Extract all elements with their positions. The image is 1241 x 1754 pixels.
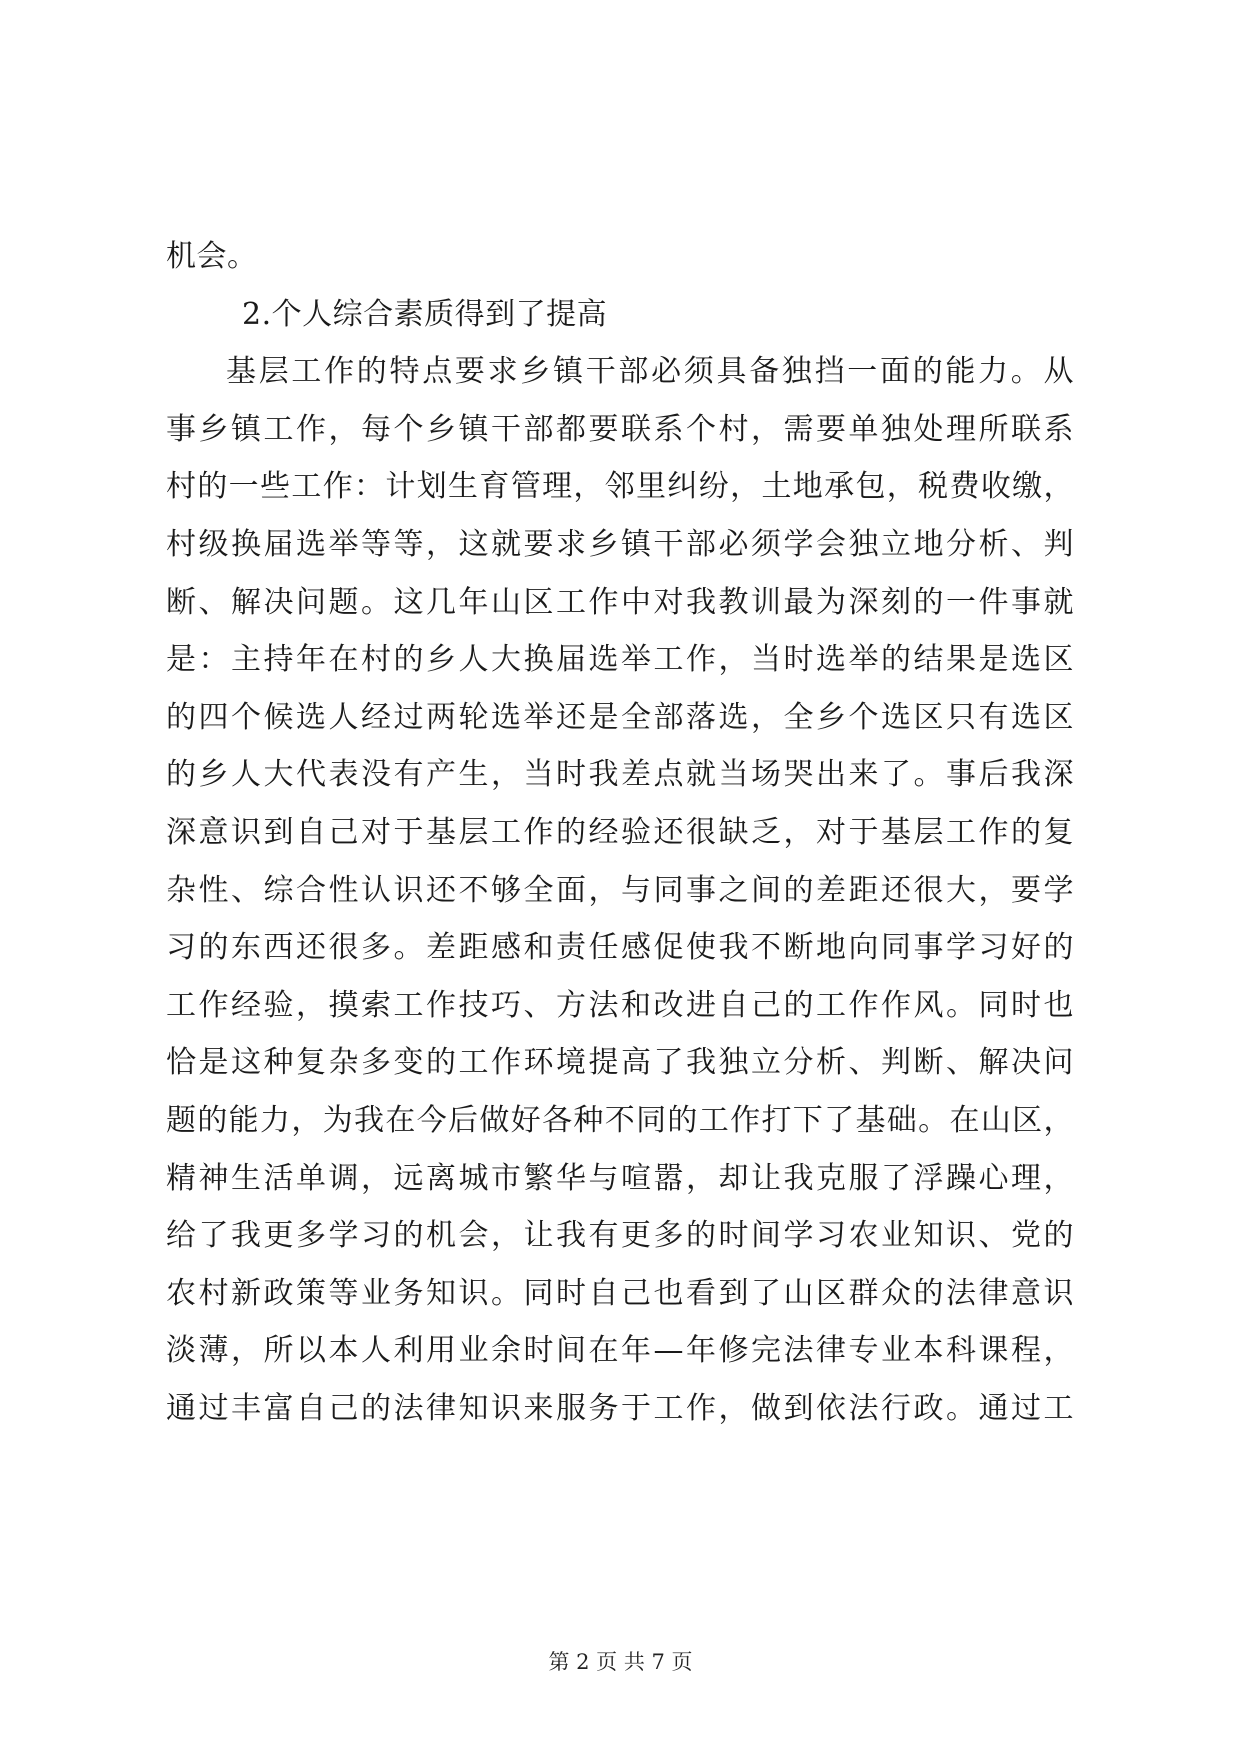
paragraph-line: 机会。 <box>166 239 258 274</box>
paragraph-line: 给了我更多学习的机会，让我有更多的时间学习农业知识、党的 <box>166 1218 1074 1254</box>
page-number-footer: 第 2 页 共 7 页 <box>548 1650 693 1674</box>
paragraph-line: 工作经验，摸索工作技巧、方法和改进自己的工作作风。同时也 <box>166 987 1074 1023</box>
section-heading: 2.个人综合素质得到了提高 <box>242 296 608 332</box>
paragraph-line: 恰是这种复杂多变的工作环境提高了我独立分析、判断、解决问 <box>166 1045 1074 1081</box>
paragraph-line: 事乡镇工作，每个乡镇干部都要联系个村，需要单独处理所联系 <box>166 411 1074 447</box>
paragraph-line: 的四个候选人经过两轮选举还是全部落选，全乡个选区只有选区 <box>166 699 1074 735</box>
paragraph-line: 深意识到自己对于基层工作的经验还很缺乏，对于基层工作的复 <box>166 814 1074 850</box>
paragraph-line: 题的能力，为我在今后做好各种不同的工作打下了基础。在山区， <box>166 1102 1074 1138</box>
paragraph-line: 是：主持年在村的乡人大换届选举工作，当时选举的结果是选区 <box>166 642 1074 678</box>
paragraph-line: 淡薄，所以本人利用业余时间在年—年修完法律专业本科课程， <box>166 1333 1074 1369</box>
paragraph-line: 杂性、综合性认识还不够全面，与同事之间的差距还很大，要学 <box>166 872 1074 908</box>
body-text <box>166 228 1074 1437</box>
paragraph-line: 精神生活单调，远离城市繁华与喧嚣，却让我克服了浮躁心理， <box>166 1160 1074 1196</box>
paragraph-line: 村的一些工作：计划生育管理，邻里纠纷，土地承包，税费收缴， <box>166 469 1074 505</box>
paragraph-line: 习的东西还很多。差距感和责任感促使我不断地向同事学习好的 <box>166 930 1074 966</box>
paragraph-line: 断、解决问题。这几年山区工作中对我教训最为深刻的一件事就 <box>166 584 1074 620</box>
paragraph-line: 的乡人大代表没有产生，当时我差点就当场哭出来了。事后我深 <box>166 757 1074 793</box>
paragraph-line: 通过丰富自己的法律知识来服务于工作，做到依法行政。通过工 <box>166 1390 1074 1426</box>
paragraph-line: 农村新政策等业务知识。同时自己也看到了山区群众的法律意识 <box>166 1275 1074 1311</box>
paragraph-line: 村级换届选举等等，这就要求乡镇干部必须学会独立地分析、判 <box>166 526 1074 562</box>
paragraph-line: 基层工作的特点要求乡镇干部必须具备独挡一面的能力。从 <box>226 354 1074 390</box>
